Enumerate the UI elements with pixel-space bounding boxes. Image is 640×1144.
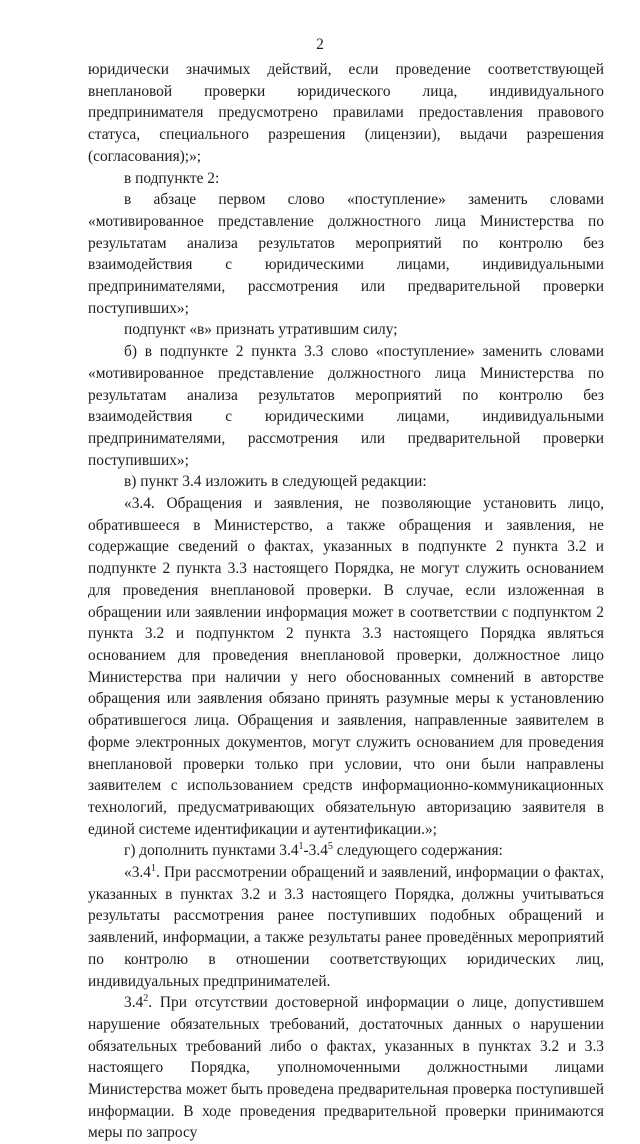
paragraph-3-4-2: $3.4^2$. При отсутствии достоверной информации о лице, допустившем нарушение обязательных требований, достаточных данных о нарушении обязательных требований либо о фактах, указанных в пунктах 3.2 и 3.3 настоящего Порядка, уполномоченными должностными лицами Министерства может быть проведена предварительная проверка поступившей информации. В ходе проведения предварительной проверки принимаются меры по запросу bbox=[88, 993, 604, 1142]
paragraph-3-4-1: «$3.4^1$. При рассмотрении обращений и заявлений, информации о фактах, указанных в пунктах 3.2 и 3.3 настоящего Порядка, должны учитываться результаты рассмотрения ранее поступивших подобных обращений и заявлений, информации, а также результаты ранее проведённых мероприятий по контролю в отношении соответствующих юридических лиц, индивидуальных предпринимателей. bbox=[88, 863, 604, 990]
document-body bbox=[88, 59, 604, 1144]
paragraph-subpoint-v: подпункт «в» признать утратившим силу; bbox=[124, 321, 398, 339]
paragraph-g: г) дополнить пунктами $3.4^1-3.4^5$ следующего содержания: bbox=[124, 841, 503, 860]
page-number: 2 bbox=[316, 36, 324, 53]
superscript: 5 bbox=[327, 841, 333, 853]
paragraph-v: в) пункт 3.4 изложить в следующей редакции: bbox=[124, 473, 427, 491]
paragraph-continuation: юридически значимых действий, если проведение соответствующей внеплановой проверки юридического лица, индивидуального предпринимателя предусмотрено правилами предоставления правового статуса, специального разрешения (лицензии), выдачи разрешения (согласования);»; bbox=[88, 61, 604, 165]
paragraph-subpoint-2: в подпункте 2: bbox=[124, 169, 220, 187]
paragraph-first-abzac: в абзаце первом слово «поступление» заменить словами «мотивированное представление должностного лица Министерства по результатам анализа результатов мероприятий по контролю без взаимодействия с юридическими лицами, индивидуальными предпринимателями, рассмотрения или предварительной проверки поступивших»; bbox=[88, 191, 604, 317]
superscript: 1 bbox=[150, 863, 156, 875]
superscript: 1 bbox=[298, 841, 304, 853]
paragraph-3-4: «3.4. Обращения и заявления, не позволяющие установить лицо, обратившееся в Министерство, а также обращения и заявления, не содержащие сведений о фактах, указанных в подпункте 2 пункта 3.2 и подпункте 2 пункта 3.3 настоящего Порядка, не могут служить основанием для проведения внеплановой проверки. В случае, если изложенная в обращении или заявлении информация может в соответствии с подпунктом 2 пункта 3.2 и подпунктом 2 пункта 3.3 настоящего Порядка являться основанием для проведения внеплановой проверки, должностное лицо Министерства при наличии у него обоснованных сомнений в авторстве обращения или заявления обязано принять разумные меры к установлению обратившегося лица. Обращения и заявления, направленные заявителем в форме электронных документов, могут служить основанием для проведения внеплановой проверки только при условии, что они были направлены заявителем с использованием средств информационно-коммуникационных технологий, предусматривающих обязательную авторизацию заявителя в единой системе идентификации и аутентификации.»; bbox=[88, 495, 604, 838]
superscript: 2 bbox=[143, 993, 149, 1005]
paragraph-b: б) в подпункте 2 пункта 3.3 слово «поступление» заменить словами «мотивированное представление должностного лица Министерства по результатам анализа результатов мероприятий по контролю без взаимодействия с юридическими лицами, индивидуальными предпринимателями, рассмотрения или предварительной проверки поступивших»; bbox=[88, 343, 604, 469]
